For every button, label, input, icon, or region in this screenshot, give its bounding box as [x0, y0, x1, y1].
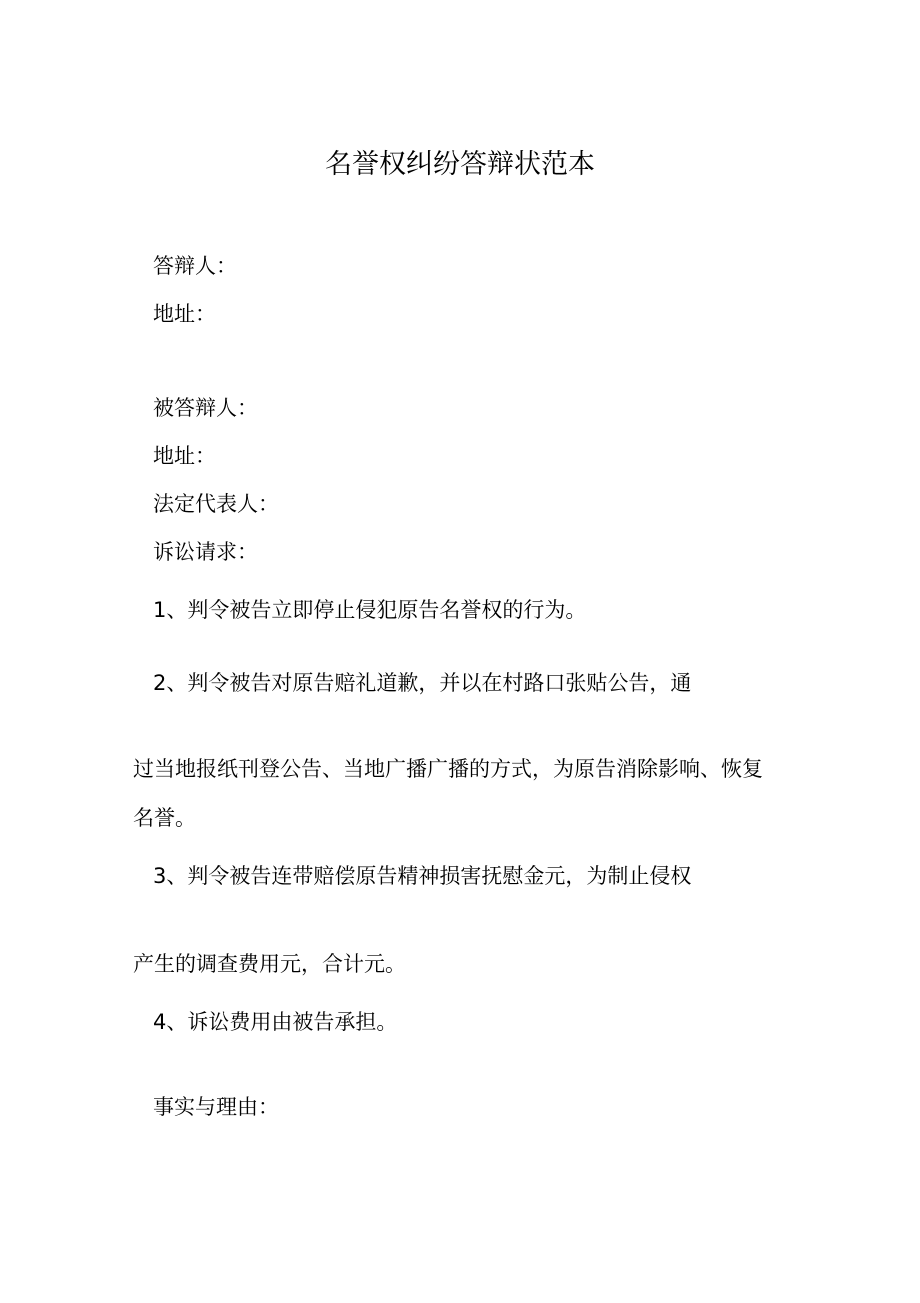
legal-representative-label: 法定代表人： — [153, 492, 279, 516]
claim-item-2-line-3: 名誉。 — [133, 806, 196, 830]
claim-item-2-line-2: 过当地报纸刊登公告、当地广播广播的方式，为原告消除影响、恢复 — [133, 757, 763, 781]
facts-and-reasons-heading: 事实与理由： — [153, 1095, 279, 1119]
respondent-label: 答辩人： — [153, 254, 237, 278]
claim-item-1: 1、判令被告立即停止侵犯原告名誉权的行为。 — [153, 598, 587, 622]
claim-item-3-line-1: 3、判令被告连带赔偿原告精神损害抚慰金元，为制止侵权 — [153, 864, 692, 888]
plaintiff-label: 被答辩人： — [153, 396, 258, 420]
document-title: 名誉权纠纷答辩状范本 — [325, 149, 595, 180]
claim-item-3-line-2: 产生的调查费用元，合计元。 — [133, 952, 406, 976]
respondent-address-label: 地址： — [153, 302, 216, 326]
claims-heading: 诉讼请求： — [153, 540, 258, 564]
claim-item-2-line-1: 2、判令被告对原告赔礼道歉，并以在村路口张贴公告，通 — [153, 671, 692, 695]
claim-item-4: 4、诉讼费用由被告承担。 — [153, 1010, 398, 1034]
plaintiff-address-label: 地址： — [153, 444, 216, 468]
